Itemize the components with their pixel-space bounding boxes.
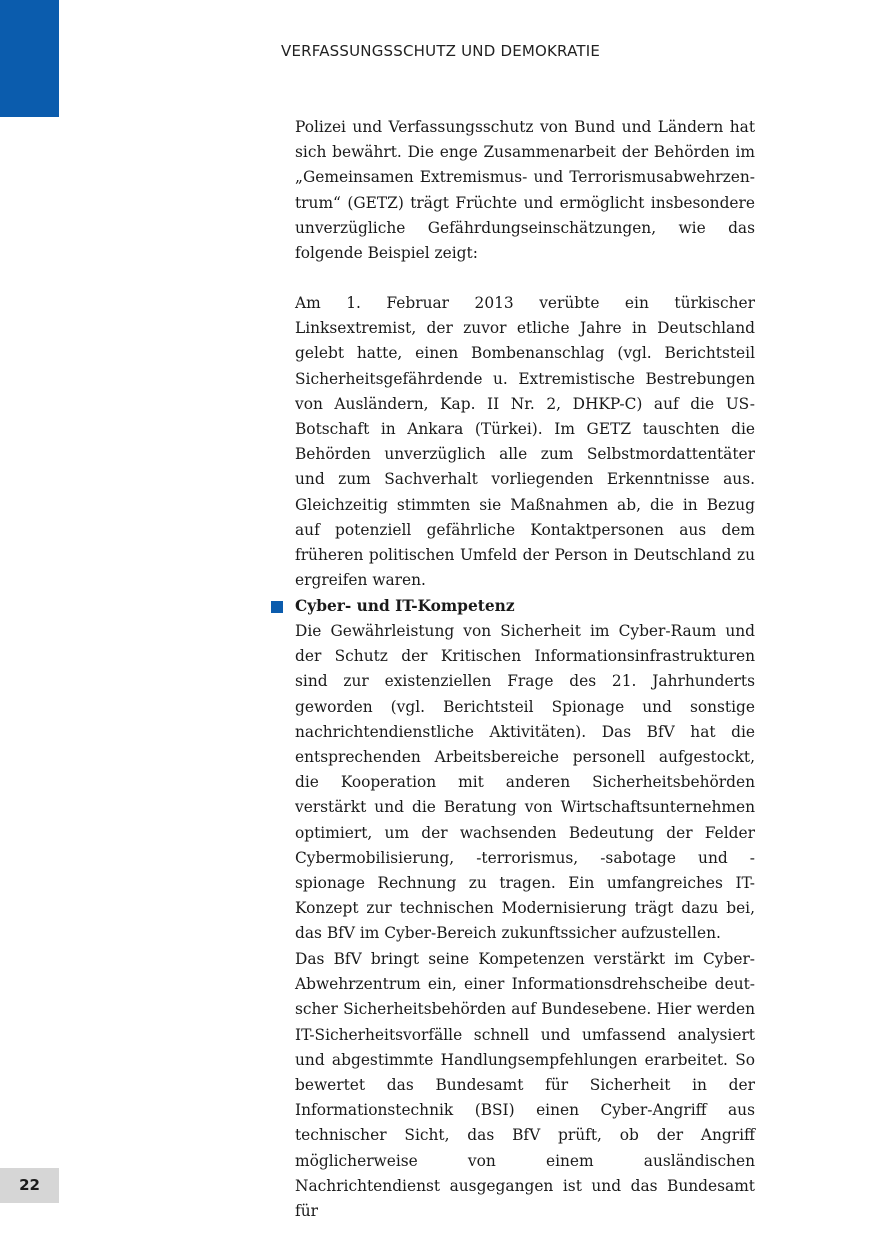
running-header-title: VERFASSUNGSSCHUTZ UND DEMOKRATIE: [281, 42, 601, 60]
body-paragraph-cyber-abwehrzentrum: Das BfV bringt seine Kompetenzen verstärkt im Cyber-Abwehrzentrum ein, einer Informationsdrehscheibe deutscher Sicherheitsbehörden auf Bundesebene. Hier werden IT-Sicherheitsvorfälle schnell und umfassend analysiert und abgestimmte Handlungsempfehlungen erarbeitet. So bewertet das Bundesamt für Sicherheit in der Informationstechnik (BSI) einen Cyber-Angriff aus technischer Sicht, das BfV prüft, ob der Angriff möglicherweise von einem ausländischen Nachrichtendienst ausgegangen ist und das Bundesamt für: [295, 950, 755, 1221]
corner-color-block: [0, 0, 59, 117]
section-bullet-square-icon: [271, 601, 283, 613]
body-paragraph-example: Am 1. Februar 2013 verübte ein türkischer Linksextremist, der zuvor etliche Jahre in Deutschland gelebt hatte, einen Bombenanschlag (vgl. Berichtsteil Sicherheitsgefährdende u. Extremistische Bestrebungen von Ausländern, Kap. II Nr. 2, DHKP-C) auf die US-Botschaft in Ankara (Türkei). Im GETZ tauschten die Behörden unverzüglich alle zum Selbstmordattentäter und zum Sachverhalt vorliegenden Erkenntnisse aus. Gleichzeitig stimmten sie Maßnahmen ab, die in Bezug auf potenziell gefährliche Kontaktpersonen aus dem früheren politischen Umfeld der Person in Deutschland zu ergreifen waren.: [295, 294, 755, 590]
page-number-box: [0, 1168, 59, 1203]
body-paragraph-cyber: Die Gewährleistung von Sicherheit im Cyber-Raum und der Schutz der Kritischen Informationsinfrastrukturen sind zur existenziellen Frage des 21. Jahrhunderts geworden (vgl. Berichtsteil Spionage und sonstige nachrichtendienstliche Aktivitäten). Das BfV hat die entsprechenden Arbeitsbereiche personell aufgestockt, die Kooperation mit anderen Sicherheitsbehörden verstärkt und die Beratung von Wirtschaftsunternehmen optimiert, um der wachsenden Bedeutung der Felder Cybermobilisierung, -terrorismus, -sabotage und -spionage Rechnung zu tragen. Ein umfangreiches IT-Konzept zur technischen Modernisierung trägt dazu bei, das BfV im Cyber-Bereich zukunftssicher aufzustellen.: [295, 622, 755, 943]
page-number: 22: [19, 1176, 40, 1194]
body-paragraph-1: Polizei und Verfassungsschutz von Bund und Ländern hat sich bewährt. Die enge Zusammenarbeit der Behörden im „Gemeinsamen Extremismus- und Terrorismusabwehrzentrum“ (GETZ) trägt Früchte und ermöglicht insbesondere unverzügliche Gefährdungseinschätzungen, wie das folgende Beispiel zeigt:: [295, 118, 755, 263]
section-heading-cyber: Cyber- und IT-Kompetenz: [295, 597, 515, 615]
